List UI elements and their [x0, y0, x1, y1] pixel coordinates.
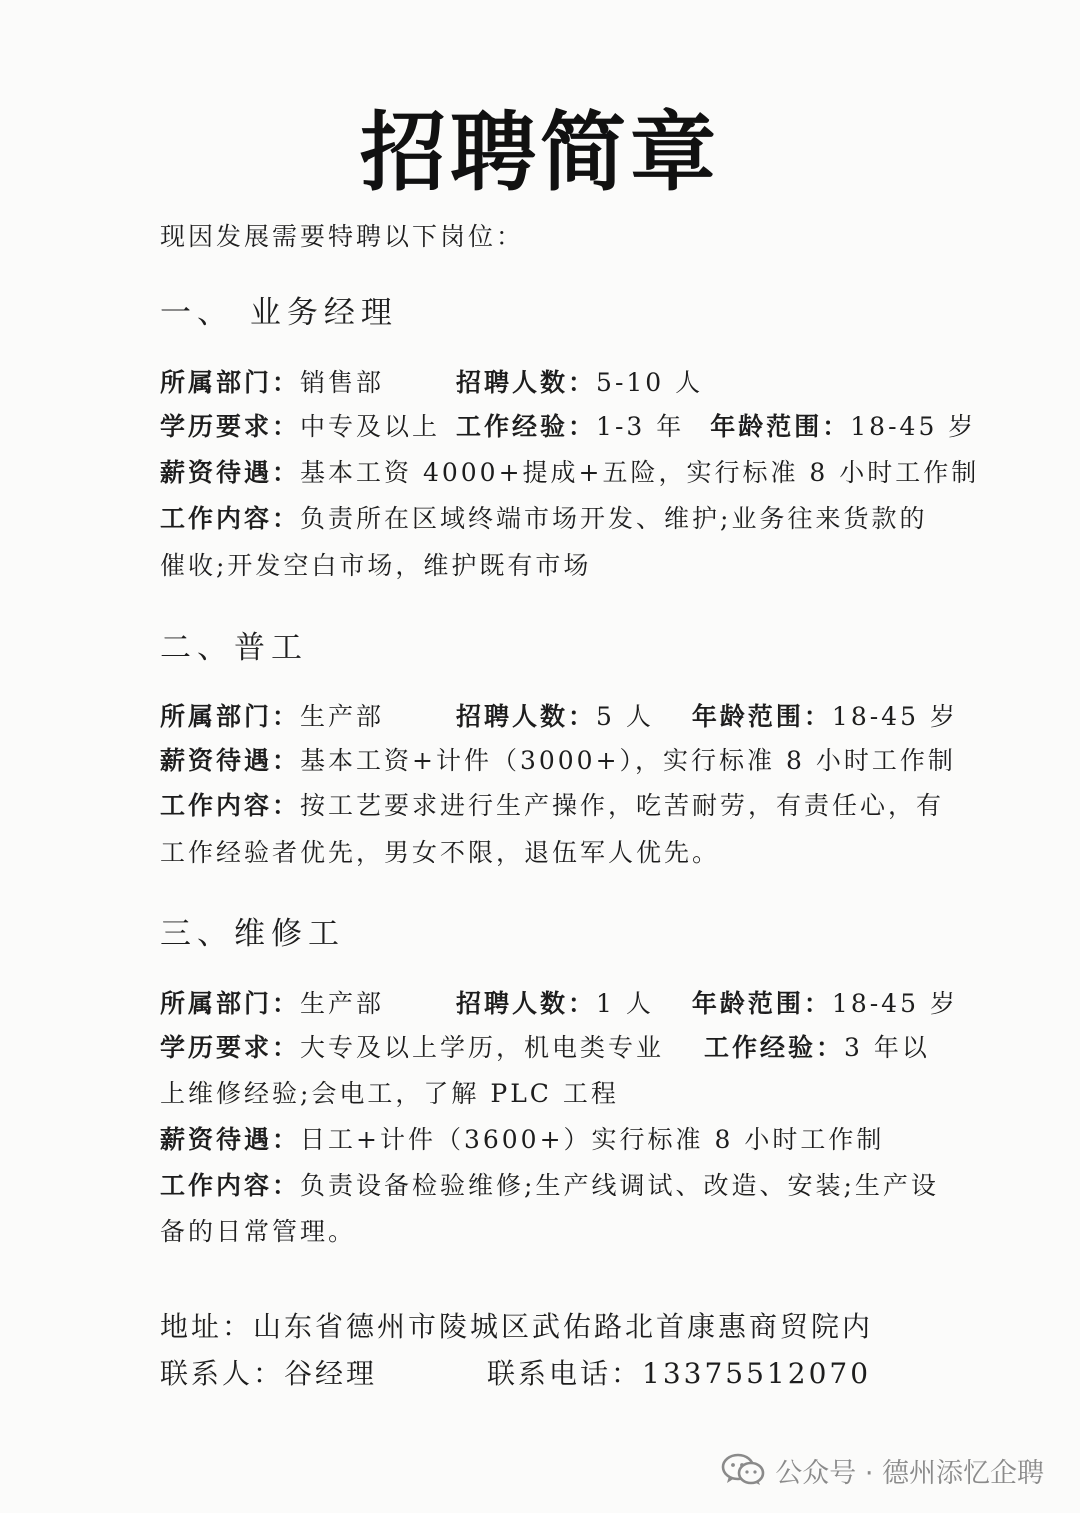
s2-salary-label: 薪资待遇：	[160, 746, 301, 775]
section-heading-1: 一、 业务经理	[160, 295, 398, 331]
address-label: 地址：	[160, 1310, 254, 1343]
s1-row-dept-count	[160, 366, 703, 400]
s1-age-label: 年龄范围：	[710, 412, 851, 441]
page-title: 招聘简章	[360, 103, 720, 203]
s3-row-dept-count-age	[160, 987, 958, 1021]
s3-duty-line1: 负责设备检验维修;生产线调试、改造、安装;生产设	[300, 1171, 939, 1200]
s2-salary-value: 基本工资+计件（3000+），实行标准 8 小时工作制	[300, 746, 956, 775]
wechat-watermark	[721, 1450, 1044, 1490]
intro-text: 现因发展需要特聘以下岗位：	[160, 222, 525, 251]
s1-count-value: 5-10 人	[596, 368, 704, 397]
contact-value: 谷经理	[284, 1357, 378, 1390]
phone-label: 联系电话：	[487, 1357, 643, 1390]
s3-count-value: 1 人	[596, 989, 654, 1018]
s1-row-duty	[160, 502, 927, 536]
s2-age-label: 年龄范围：	[691, 702, 832, 731]
s1-salary-label: 薪资待遇：	[160, 458, 301, 487]
watermark-text: 公众号 · 德州添忆企聘	[775, 1457, 1044, 1489]
wechat-icon	[721, 1453, 765, 1487]
s2-row-duty	[160, 789, 944, 823]
s2-dept-label: 所属部门：	[160, 702, 301, 731]
address-row	[160, 1309, 873, 1345]
phone-value: 13375512070	[642, 1357, 872, 1390]
s3-salary-label: 薪资待遇：	[160, 1125, 301, 1154]
address-value: 山东省德州市陵城区武佑路北首康惠商贸院内	[253, 1310, 874, 1343]
contact-row	[160, 1356, 871, 1392]
s2-row-salary	[160, 744, 956, 778]
s2-duty-line1: 按工艺要求进行生产操作，吃苦耐劳，有责任心，有	[300, 791, 945, 820]
s3-edu-value: 大专及以上学历，机电类专业	[300, 1033, 665, 1062]
s3-count-label: 招聘人数：	[456, 989, 597, 1018]
s2-age-value: 18-45 岁	[831, 702, 958, 731]
s3-duty-label: 工作内容：	[160, 1171, 301, 1200]
s1-row-salary	[160, 456, 979, 490]
s1-count-label: 招聘人数：	[456, 368, 597, 397]
s1-edu-value: 中专及以上	[300, 412, 441, 441]
s1-edu-label: 学历要求：	[160, 412, 301, 441]
s2-count-label: 招聘人数：	[456, 702, 597, 731]
s1-duty-line1: 负责所在区域终端市场开发、维护;业务往来货款的	[300, 504, 928, 533]
s2-duty-label: 工作内容：	[160, 791, 301, 820]
s3-row-edu-exp	[160, 1031, 930, 1065]
s2-row-dept-count-age	[160, 700, 958, 734]
s1-dept-value: 销售部	[300, 368, 385, 397]
section-heading-2: 二、普工	[160, 630, 308, 666]
s3-exp-value: 3 年以	[844, 1033, 930, 1062]
s1-row-edu-exp-age	[160, 410, 976, 444]
s1-duty-line2: 催收;开发空白市场，维护既有市场	[160, 551, 592, 580]
s3-exp-line2: 上维修经验;会电工，了解 PLC 工程	[160, 1079, 619, 1108]
contact-label: 联系人：	[160, 1357, 285, 1390]
s3-age-label: 年龄范围：	[691, 989, 832, 1018]
s3-edu-label: 学历要求：	[160, 1033, 301, 1062]
s3-row-salary	[160, 1123, 884, 1157]
s1-dept-label: 所属部门：	[160, 368, 301, 397]
s3-age-value: 18-45 岁	[831, 989, 958, 1018]
s3-dept-label: 所属部门：	[160, 989, 301, 1018]
s1-duty-label: 工作内容：	[160, 504, 301, 533]
s3-salary-value: 日工+计件（3600+）实行标准 8 小时工作制	[300, 1125, 885, 1154]
s1-age-value: 18-45 岁	[850, 412, 977, 441]
s2-count-value: 5 人	[596, 702, 654, 731]
s1-exp-value: 1-3 年	[596, 412, 685, 441]
s2-dept-value: 生产部	[300, 702, 385, 731]
s3-duty-line2: 备的日常管理。	[160, 1217, 357, 1246]
s1-exp-label: 工作经验：	[456, 412, 597, 441]
s3-row-duty	[160, 1169, 939, 1203]
s2-duty-line2: 工作经验者优先，男女不限，退伍军人优先。	[160, 838, 721, 867]
s1-salary-value: 基本工资 4000+提成+五险，实行标准 8 小时工作制	[300, 458, 980, 487]
s3-exp-label: 工作经验：	[704, 1033, 845, 1062]
s3-dept-value: 生产部	[300, 989, 385, 1018]
section-heading-3: 三、维修工	[160, 916, 345, 952]
